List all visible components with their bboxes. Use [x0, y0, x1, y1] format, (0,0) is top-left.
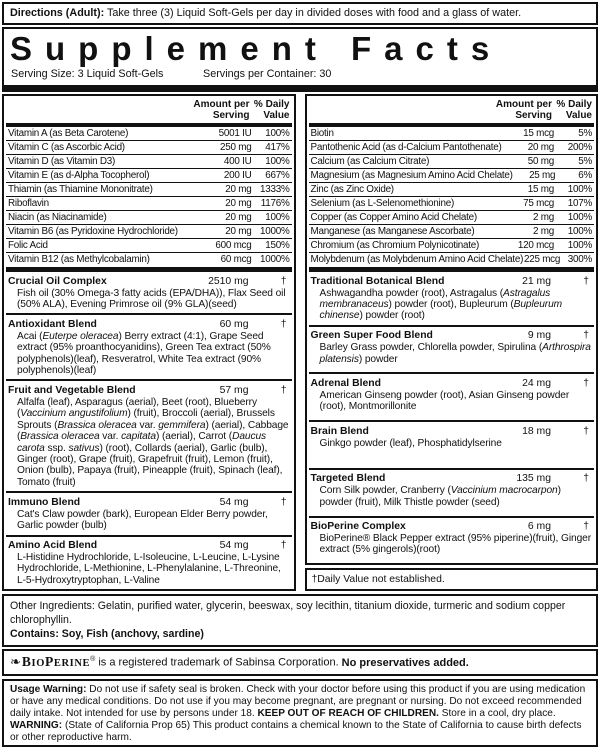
blends-right [309, 272, 595, 563]
nutrient-daily-value: 1000% [260, 254, 290, 265]
blend-header [309, 518, 595, 534]
nutrient-row [309, 210, 595, 224]
nutrient-amount: 2 mg [533, 226, 554, 237]
nutrient-name: Riboflavin [8, 198, 49, 209]
nutrient-name: Vitamin A (as Beta Carotene) [8, 128, 129, 139]
blend-ingredients: Alfalfa (leaf), Asparagus (aerial), Beet (root), Blueberry (Vaccinium angustifolium) (fruit), Broccoli (aerial), Brussels Sprouts (Brassica oleracea var. gemmifera) (aerial), Cabbage (Brassica oleracea var. capitata) (aerial), Carrot (Daucus carota ssp. sativus) (root), Collards (aerial), Garlic (bulb), Ginger (root), Grape (fruit), Grapefruit (fruit), Lemon (fruit), Onion (bulb), Papaya (fruit), Pineapple (fruit), Spinach (leaf), Tomato (fruit) [17, 396, 289, 488]
nutrient-row [6, 238, 292, 252]
servings-per-container: Servings per Container: 30 [203, 68, 332, 80]
nutrient-amount: 2 mg [533, 212, 554, 223]
nutrient-name: Folic Acid [8, 240, 48, 251]
nutrient-row [309, 252, 595, 266]
nutrient-daily-value: 100% [265, 128, 290, 139]
blend-dagger: † [280, 275, 287, 287]
nutrient-row [309, 182, 595, 196]
nutrient-daily-value: 100% [567, 212, 592, 223]
blend-name: Amino Acid Blend [8, 540, 98, 551]
blend-dagger: † [280, 540, 287, 551]
daily-value-header: % Daily Value [253, 99, 290, 121]
blend-amount: 60 mg [219, 318, 249, 330]
nutrient-row [6, 210, 292, 224]
nutrient-amount: 250 mg [220, 142, 252, 153]
trademark-text: is a registered trademark of Sabinsa Corporation. [95, 656, 339, 669]
nutrient-amount: 225 mcg [523, 254, 561, 265]
nutrient-daily-value: 100% [265, 212, 290, 223]
title-panel [2, 27, 598, 92]
nutrient-amount: 20 mg [225, 212, 252, 223]
nutrient-row [6, 168, 292, 182]
amount-per-serving-header: Amount per Serving [495, 99, 552, 121]
blend-name: Traditional Botanical Blend [310, 275, 445, 287]
blend-ingredients: Fish oil (30% Omega-3 fatty acids (EPA/DHA)), Flax Seed oil (50% ALA), Evening Primrose oil (9% GLA)(seed) [17, 287, 286, 310]
directions-box [2, 2, 598, 25]
blend-dagger: † [583, 473, 589, 485]
directions-text: Take three (3) Liquid Soft-Gels per day in divided doses with food and a glass of water. [104, 7, 522, 19]
contains-label: Contains: [10, 628, 59, 641]
contains-text: Soy, Fish (anchovy, sardine) [58, 628, 204, 641]
blend-amount: 24 mg [522, 377, 551, 389]
nutrient-table-left [6, 127, 292, 266]
nutrient-amount: 15 mcg [523, 128, 554, 139]
nutrient-name: Magnesium (as Magnesium Amino Acid Chelate) [310, 170, 513, 181]
nutrient-name: Chromium (as Chromium Polynicotinate) [310, 240, 480, 251]
serving-size: Serving Size: 3 Liquid Soft-Gels [11, 68, 164, 80]
blend-name: Green Super Food Blend [310, 330, 433, 342]
blend-name: Crucial Oil Complex [8, 275, 107, 287]
blend-ingredients: Ginkgo powder (leaf), Phosphatidylserine [319, 437, 502, 449]
registered-mark-icon: ® [90, 656, 96, 664]
blend-header [6, 537, 292, 553]
blend-amount: 21 mg [522, 275, 551, 287]
blend-traditional-botanical-blend [309, 272, 595, 325]
nutrient-row [309, 168, 595, 182]
blend-header [6, 381, 292, 397]
nutrient-name: Calcium (as Calcium Citrate) [310, 156, 430, 167]
nutrient-row [6, 224, 292, 238]
blend-header [309, 327, 595, 343]
nutrient-daily-value: 1000% [260, 226, 290, 237]
nutrient-amount: 20 mg [225, 226, 252, 237]
blend-amount: 2510 mg [208, 275, 249, 287]
nutrient-daily-value: 5% [578, 128, 592, 139]
nutrient-row [309, 238, 595, 252]
directions-label: Directions (Adult): [10, 7, 105, 19]
blend-name: Immuno Blend [8, 496, 81, 508]
blends-left [6, 272, 292, 589]
left-facts-box [2, 94, 296, 591]
nutrient-amount: 15 mg [527, 184, 554, 195]
blend-name: Adrenal Blend [310, 377, 381, 389]
nutrient-row [6, 196, 292, 210]
blend-dagger: † [583, 330, 589, 342]
leaf-icon: ❧ [10, 653, 21, 669]
blend-header [309, 374, 595, 390]
nutrient-amount: 20 mg [527, 142, 554, 153]
nutrient-name: Vitamin D (as Vitamin D3) [8, 156, 115, 167]
nutrient-name: Pantothenic Acid (as d-Calcium Pantothenate) [310, 142, 502, 153]
blend-ingredients: Cat's Claw powder (bark), European Elder Berry powder, Garlic powder (bulb) [17, 508, 268, 532]
nutrient-daily-value: 6% [578, 170, 592, 181]
blend-amount: 9 mg [527, 330, 551, 342]
blend-header [6, 315, 292, 331]
facts-columns [2, 94, 598, 591]
blend-crucial-oil-complex [6, 272, 292, 313]
nutrient-name: Molybdenum (as Molybdenum Amino Acid Chelate) [310, 254, 524, 265]
nutrient-name: Vitamin B6 (as Pyridoxine Hydrochloride) [8, 226, 178, 237]
blend-ingredients: Corn Silk powder, Cranberry (Vaccinium macrocarpon) powder (fruit), Milk Thistle powder (seed) [319, 485, 561, 508]
usage-warning-text-2: Store in a cool, dry place. [438, 707, 556, 719]
blend-dagger: † [280, 318, 287, 330]
blend-dagger: † [583, 521, 589, 533]
nutrient-daily-value: 667% [265, 170, 290, 181]
nutrient-name: Selenium (as L-Selenomethionine) [310, 198, 455, 209]
blend-header [309, 422, 595, 438]
nutrient-row [309, 140, 595, 154]
nutrient-amount: 400 IU [223, 156, 252, 167]
nutrient-name: Thiamin (as Thiamine Mononitrate) [8, 184, 153, 195]
nutrient-row [6, 127, 292, 140]
nutrient-name: Vitamin B12 (as Methylcobalamin) [8, 254, 150, 265]
nutrient-daily-value: 150% [265, 240, 290, 251]
blend-dagger: † [280, 496, 287, 508]
blend-ingredients: American Ginseng powder (root), Asian Ginseng powder (root), Montmorillonite [319, 389, 570, 413]
nutrient-name: Vitamin E (as d-Alpha Tocopherol) [8, 170, 150, 181]
nutrient-daily-value: 417% [265, 142, 290, 153]
usage-warning-label: Usage Warning: [10, 683, 87, 695]
nutrient-daily-value: 100% [265, 156, 290, 167]
blend-immuno-blend [6, 491, 292, 534]
blend-header [309, 470, 595, 486]
no-preservatives-text: No preservatives added. [341, 656, 469, 669]
nutrient-amount: 60 mcg [220, 254, 252, 265]
blend-name: Targeted Blend [310, 473, 386, 485]
blend-green-super-food-blend [309, 325, 595, 373]
keep-out-of-reach-text: KEEP OUT OF REACH OF CHILDREN. [257, 707, 439, 719]
left-column [2, 94, 296, 591]
nutrient-daily-value: 100% [567, 226, 592, 237]
blend-fruit-and-vegetable-blend [6, 379, 292, 491]
blend-name: Antioxidant Blend [8, 318, 97, 330]
serving-info [10, 67, 590, 83]
nutrient-daily-value: 1176% [260, 198, 290, 209]
nutrient-name: Manganese (as Manganese Ascorbate) [310, 226, 475, 237]
nutrient-row [6, 252, 292, 266]
prop65-text: (State of California Prop 65) This product contains a chemical known to the State of California to cause birth defects or other reproductive harm. [10, 719, 582, 743]
blend-ingredients: Ashwagandha powder (root), Astragalus (Astragalus membranaceus) powder (root), Bupleurum (Bupleurum chinense) powder (root) [319, 287, 563, 322]
blend-amino-acid-blend [6, 535, 292, 590]
contains-line [10, 627, 590, 641]
nutrient-row [6, 182, 292, 196]
blend-dagger: † [583, 425, 589, 437]
nutrient-amount: 600 mcg [215, 240, 252, 251]
nutrient-row [309, 154, 595, 168]
nutrient-name: Biotin [310, 128, 334, 139]
nutrient-amount: 75 mcg [523, 198, 554, 209]
nutrient-daily-value: 100% [567, 184, 592, 195]
table-header [309, 96, 595, 127]
nutrient-amount: 20 mg [225, 198, 252, 209]
blend-ingredients: Acai (Euterpe oleracea) Berry extract (4:1), Grape Seed extract (95% proanthocyanidins), Green Tea extract (50% polyphenols)(leaf), Resveratrol, White Tea extract (90% polyphenols)(leaf) [17, 330, 271, 377]
blend-header [6, 272, 292, 288]
blend-name: BioPerine Complex [310, 521, 406, 533]
blend-amount: 57 mg [219, 384, 249, 396]
blend-amount: 135 mg [516, 473, 551, 485]
nutrient-daily-value: 107% [567, 198, 592, 209]
prop65-label: WARNING: [10, 719, 63, 731]
right-column [305, 94, 599, 591]
blend-ingredients: BioPerine® Black Pepper extract (95% piperine)(fruit), Ginger extract (5% gingerols)(root) [319, 533, 591, 556]
prop65-paragraph [10, 720, 590, 744]
nutrient-amount: 120 mcg [517, 240, 554, 251]
nutrient-row [309, 224, 595, 238]
blend-dagger: † [583, 377, 589, 389]
daily-value-header: % Daily Value [556, 99, 592, 121]
blend-ingredients: L-Histidine Hydrochloride, L-Isoleucine, L-Leucine, L-Lysine Hydrochloride, L-Methionine, L-Phenylalanine, L-Threonine, L-5-Hydroxytryptophan, L-Valine [17, 552, 281, 586]
nutrient-amount: 5001 IU [218, 128, 252, 139]
other-ingredients-label: Other Ingredients: [10, 600, 95, 613]
nutrient-row [6, 154, 292, 168]
nutrient-name: Niacin (as Niacinamide) [8, 212, 107, 223]
nutrient-daily-value: 300% [567, 254, 592, 265]
right-facts-box [305, 94, 599, 565]
nutrient-amount: 20 mg [225, 184, 252, 195]
other-ingredients-box [2, 594, 598, 647]
nutrient-row [309, 127, 595, 140]
bioperine-logo: BIOPERINE [21, 653, 91, 669]
blend-brain-blend [309, 420, 595, 468]
nutrient-daily-value: 100% [567, 240, 592, 251]
trademark-note [2, 649, 598, 676]
nutrient-table-right [309, 127, 595, 266]
usage-warning-box [2, 679, 598, 747]
nutrient-amount: 25 mg [529, 170, 556, 181]
other-ingredients-text: Gelatin, purified water, glycerin, beeswax, soy lecithin, titanium dioxide, turmeric and sodium copper chlorophyllin. [10, 600, 566, 627]
usage-warning-text-1: Do not use if safety seal is broken. Check with your doctor before using this product if you are using medication or have any medical conditions. Do not use if you may become pregnant, are pregnant or nursing. Do not exceed recommended daily intake. Not intended for use by persons under 18. [10, 683, 586, 719]
blend-dagger: † [280, 384, 287, 396]
nutrient-row [6, 140, 292, 154]
blend-name: Brain Blend [310, 425, 369, 437]
usage-warning-paragraph [10, 684, 590, 720]
blend-amount: 18 mg [522, 425, 551, 437]
blend-amount: 6 mg [527, 521, 551, 533]
blend-name: Fruit and Vegetable Blend [8, 384, 136, 396]
page-title: Supplement Facts [10, 30, 503, 67]
amount-per-serving-header: Amount per Serving [193, 99, 250, 121]
blend-dagger: † [583, 275, 589, 287]
other-ingredients-line [10, 599, 590, 627]
blend-targeted-blend [309, 468, 595, 516]
table-header [6, 96, 292, 127]
nutrient-daily-value: 5% [578, 156, 592, 167]
nutrient-amount: 50 mg [527, 156, 554, 167]
nutrient-name: Vitamin C (as Ascorbic Acid) [8, 142, 125, 153]
nutrient-daily-value: 200% [567, 142, 592, 153]
nutrient-daily-value: 1333% [260, 184, 290, 195]
nutrient-name: Zinc (as Zinc Oxide) [310, 184, 394, 195]
daily-value-footnote: †Daily Value not established. [305, 568, 599, 591]
blend-amount: 54 mg [219, 540, 249, 551]
blend-header [309, 272, 595, 288]
blend-header [6, 493, 292, 509]
nutrient-row [309, 196, 595, 210]
blend-adrenal-blend [309, 372, 595, 420]
blend-bioperine-complex [309, 516, 595, 564]
blend-ingredients: Barley Grass powder, Chlorella powder, Spirulina (Arthrospira platensis) powder [319, 342, 591, 365]
nutrient-amount: 200 IU [223, 170, 252, 181]
blend-antioxidant-blend [6, 313, 292, 379]
nutrient-name: Copper (as Copper Amino Acid Chelate) [310, 212, 477, 223]
blend-amount: 54 mg [219, 496, 249, 508]
